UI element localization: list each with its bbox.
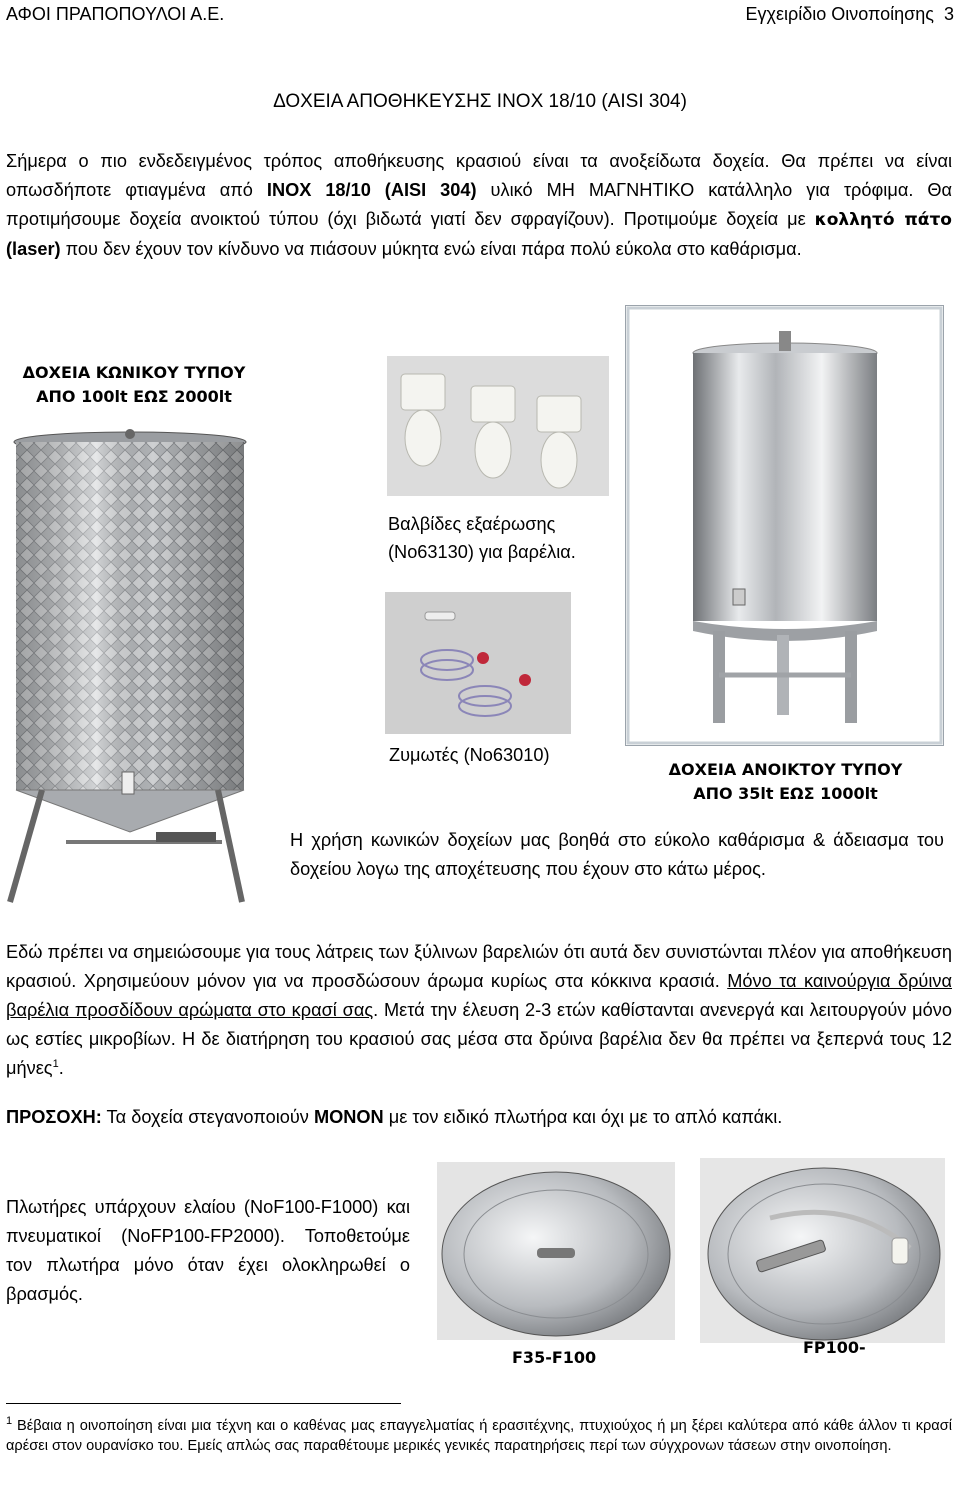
barrels-underlined: Μόνο τα καινούργια δρύινα βαρέλια προσδίδουν αρώματα στο κρασί σας (6, 971, 953, 1020)
intro-text-2: υλικό ΜΗ ΜΑΓΝΗΤΙΚΟ κατάλληλο για τρόφιμα. Θα προτιμήσουμε δοχεία ανοικτού τύπου (όχι βιδωτά γιατί δεν σφραγίζουν). Προτιμούμε δοχεία με (6, 180, 953, 229)
lid-label-fp100: FP100- (803, 1338, 866, 1357)
intro-bold-laser: (laser) (6, 239, 61, 259)
warning-line (6, 1107, 782, 1128)
barrels-text-3: . (58, 1058, 64, 1078)
lid-photo-fp100 (700, 1158, 945, 1343)
header-company: ΑΦΟΙ ΠΡΑΠΟΠΟΥΛΟΙ Α.Ε. (6, 4, 225, 24)
conical-paragraph: Η χρήση κωνικών δοχείων μας βοηθά στο εύκολο καθάρισμα & άδειασμα του δοχείου λογω της αποχέτευσης που έχουν στο κάτω μέρος. (290, 830, 944, 879)
footnote-separator (6, 1403, 401, 1404)
open-type-heading (626, 758, 945, 806)
fermenters-caption: Ζυμωτές (No63010) (389, 745, 550, 765)
valves-caption-line2: (No63130) για βαρέλια. (388, 542, 576, 562)
footnote-text: Βέβαια η οινοποίηση είναι μια τέχνη και ο καθένας μας επαγγελματίας ή ερασιτέχνης, πτυχιούχος ή μη ξέρει καλύτερα από κάθε άλλον τι κρασί αρέσει στον ουρανίσκο του. Εμείς απλώς σας παραθέτουμε μερικές γενικές παρατηρήσεις περί των σύγχρονων τάσεων στην οινοποίηση. (6, 1418, 952, 1454)
footnote (6, 1416, 952, 1456)
fermenters-photo (385, 592, 571, 734)
lid-label-f35: F35-F100 (512, 1348, 597, 1367)
open-type-heading-line2: ΑΠΟ 35lt ΕΩΣ 1000lt (693, 784, 878, 803)
conical-heading (10, 361, 258, 409)
conical-heading-line2: ΑΠΟ 100lt ΕΩΣ 2000lt (36, 387, 232, 406)
valves-caption-line1: Βαλβίδες εξαέρωσης (388, 514, 556, 534)
open-tank-photo (625, 305, 944, 746)
warning-label: ΠΡΟΣΟΧΗ: (6, 1107, 102, 1127)
page-title: ΔΟΧΕΙΑ ΑΠΟΘΗΚΕΥΣΗΣ INOX 18/10 (AISI 304) (273, 91, 687, 112)
page-number: 3 (943, 4, 954, 24)
intro-text-1: Σήμερα ο πιο ενδεδειγμένος τρόπος αποθήκευσης κρασιού είναι τα ανοξείδωτα δοχεία. Θα πρέπει να είναι οπωσδήποτε φτιαγμένα από (6, 151, 952, 200)
barrels-paragraph (6, 938, 952, 1083)
header-manual (700, 4, 954, 25)
barrels-text-1: Εδώ πρέπει να σημειώσουμε για τους λάτρεις των ξύλινων βαρελιών ότι αυτά δεν συνιστώνται πλέον για αποθήκευση κρασιού. Χρησιμεύουν μόνον για να προσδώσουν άρωμα κυρίως στα κόκκινα κρασιά. (6, 942, 952, 991)
open-type-heading-line1: ΔΟΧΕΙΑ ΑΝΟΙΚΤΟΥ ΤΥΠΟΥ (668, 760, 903, 779)
footnote-ref[interactable]: 1 (52, 1057, 59, 1070)
intro-bold-weld: κολλητό πάτο (814, 210, 952, 230)
manual-title: Εγχειρίδιο Οινοποίησης (745, 4, 934, 24)
valves-photo (387, 356, 609, 496)
intro-text-3: που δεν έχουν τον κίνδυνο να πιάσουν μύκητα ενώ είναι πάρα πολύ εύκολα στο καθάρισμα. (60, 239, 802, 259)
warning-text-1: Τα δοχεία στεγανοποιούν (101, 1107, 314, 1127)
intro-bold-inox: INOX 18/10 (AISI 304) (266, 180, 477, 200)
floats-paragraph: Πλωτήρες υπάρχουν ελαίου (NoF100-F1000) και πνευματικοί (NoFP100-FP2000). Τοποθετούμε τον πλωτήρα μόνο όταν έχει ολοκληρωθεί ο βρασμός. (6, 1197, 410, 1304)
intro-paragraph (6, 147, 952, 264)
conical-heading-line1: ΔΟΧΕΙΑ ΚΩΝΙΚΟΥ ΤΥΠΟΥ (22, 363, 246, 382)
warning-bold: ΜΟΝΟΝ (313, 1107, 384, 1127)
barrels-text-2: . Μετά την έλευση 2-3 ετών καθίστανται ανενεργά και λειτουργούν μόνο ως εστίες μικροβίων. Η δε διατήρηση του κρασιού σας μέσα στα δρύινα βαρέλια δεν θα πρέπει να ξεπερνά τους 12 μήνες (6, 1000, 952, 1078)
warning-text-2: με τον ειδικό πλωτήρα και όχι με το απλό καπάκι. (383, 1107, 783, 1127)
conical-tank-photo (6, 422, 254, 920)
footnote-number: 1 (6, 1415, 13, 1428)
valves-caption (388, 510, 618, 566)
lid-photo-f35 (437, 1162, 675, 1340)
